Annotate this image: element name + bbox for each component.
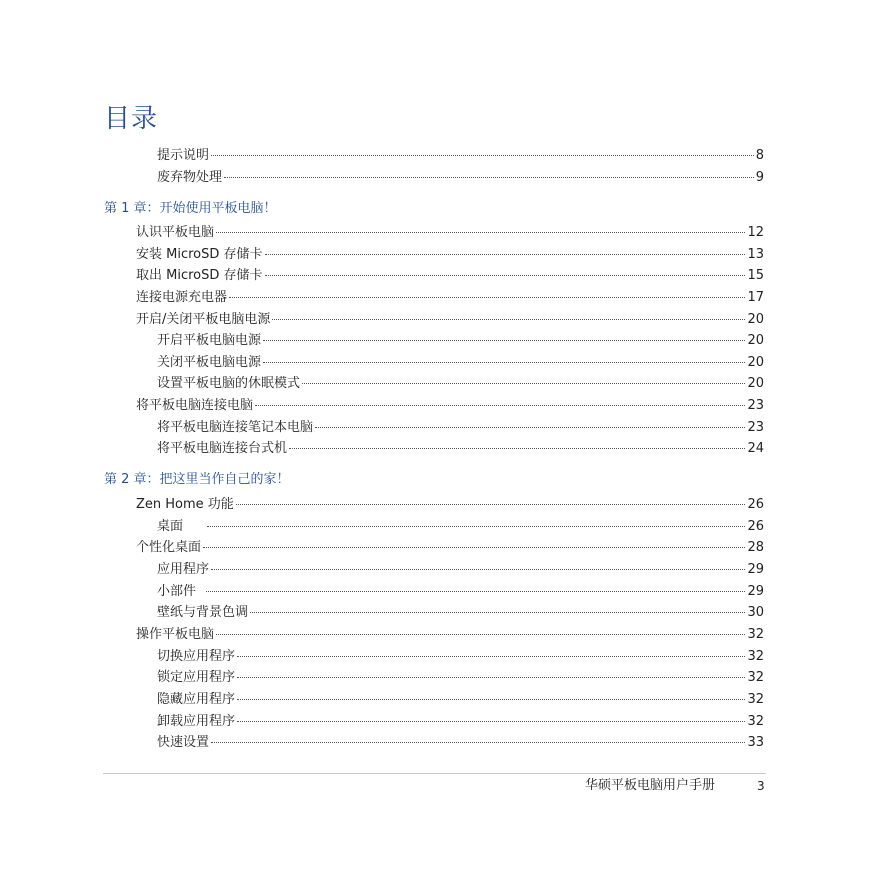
toc-entry-page: 9 [755,170,764,185]
dot-leader [203,547,745,548]
dot-leader [272,319,745,320]
toc-entry-label: 将平板电脑连接台式机 [157,441,288,456]
toc-entry[interactable] [157,169,764,187]
toc-entry-label: 关闭平板电脑电源 [157,355,262,370]
toc-entry-page: 32 [747,714,764,729]
toc-entry-page: 26 [747,519,764,534]
toc-entry[interactable] [157,419,764,437]
dot-leader [216,232,745,233]
toc-entry-page: 29 [747,562,764,577]
toc-entry-label: 操作平板电脑 [136,627,215,642]
dot-leader [265,254,746,255]
toc-entry-label: 应用程序 [157,562,210,577]
toc-entry-page: 28 [747,540,764,555]
toc-entry-label: 设置平板电脑的休眠模式 [157,376,301,391]
toc-entry[interactable] [157,332,764,350]
toc-entry[interactable] [157,734,764,752]
toc-entry-label: 小部件 [157,584,197,599]
toc-entry[interactable] [157,354,764,372]
dot-leader [237,699,745,700]
footer-manual-title: 华硕平板电脑用户手册 [585,778,716,793]
toc-entry[interactable] [157,375,764,393]
dot-leader [216,634,745,635]
toc-entry[interactable] [157,648,764,666]
toc-entry-page: 29 [747,584,764,599]
toc-entry[interactable] [157,604,764,622]
toc-entry-page: 20 [747,376,764,391]
toc-entry-page: 20 [747,333,764,348]
dot-leader [206,591,745,592]
toc-entry[interactable] [157,147,764,165]
dot-leader [315,427,745,428]
toc-entry[interactable] [136,397,764,415]
toc-entry-page: 23 [747,420,764,435]
page-title: 目录 [104,104,159,134]
toc-entry-page: 20 [747,312,764,327]
dot-leader [250,612,745,613]
toc-entry-page: 8 [755,148,764,163]
toc-entry[interactable] [157,691,764,709]
toc-entry-page: 24 [747,441,764,456]
toc-entry-label: 认识平板电脑 [136,225,215,240]
toc-entry-page: 23 [747,398,764,413]
toc-entry-label: 快速设置 [157,735,210,750]
dot-leader [224,177,754,178]
toc-entry-label: 隐藏应用程序 [157,692,236,707]
toc-entry-page: 12 [747,225,764,240]
toc-entry-label: 将平板电脑连接笔记本电脑 [157,420,314,435]
toc-entry[interactable] [157,440,764,458]
dot-leader [255,405,745,406]
dot-leader [211,155,754,156]
toc-entry[interactable] [157,518,764,536]
dot-leader [289,448,745,449]
toc-entry-label: 连接电源充电器 [136,290,228,305]
toc-entry-label: 将平板电脑连接电脑 [136,398,254,413]
toc-entry[interactable] [136,311,764,329]
dot-leader [263,362,745,363]
toc-entry-label: 废弃物处理 [157,170,223,185]
dot-leader [237,677,745,678]
toc-entry-page: 32 [747,627,764,642]
toc-entry[interactable] [157,561,764,579]
toc-entry[interactable] [136,626,764,644]
toc-entry-label: 开启/关闭平板电脑电源 [136,312,271,327]
toc-entry-label: 取出 MicroSD 存储卡 [136,268,263,283]
toc-entry-page: 15 [747,268,764,283]
toc-entry-label: 提示说明 [157,148,210,163]
dot-leader [211,569,745,570]
toc-entry[interactable] [157,583,764,601]
chapter-1-heading[interactable]: 第 1 章：开始使用平板电脑！ [104,201,277,216]
toc-entry-page: 20 [747,355,764,370]
toc-entry-label: 卸载应用程序 [157,714,236,729]
toc-entry-page: 30 [747,605,764,620]
footer-page-number: 3 [757,779,765,793]
dot-leader [211,742,745,743]
toc-entry-page: 32 [747,692,764,707]
toc-entry-page: 13 [747,247,764,262]
footer-divider [103,773,766,774]
toc-entry-label: 个性化桌面 [136,540,202,555]
toc-entry-page: 32 [747,670,764,685]
toc-entry-page: 26 [747,497,764,512]
toc-entry-label: 桌面 [157,519,184,534]
toc-entry[interactable] [136,496,764,514]
toc-entry-label: 切换应用程序 [157,649,236,664]
toc-entry-label: Zen Home 功能 [136,497,234,512]
toc-entry-page: 33 [747,735,764,750]
toc-entry[interactable] [157,713,764,731]
dot-leader [302,383,745,384]
dot-leader [207,526,745,527]
dot-leader [237,656,745,657]
dot-leader [263,340,745,341]
dot-leader [236,504,746,505]
toc-entry[interactable] [136,539,764,557]
toc-entry-page: 32 [747,649,764,664]
toc-entry-page: 17 [747,290,764,305]
toc-entry[interactable] [157,669,764,687]
toc-entry-label: 开启平板电脑电源 [157,333,262,348]
chapter-2-heading[interactable]: 第 2 章：把这里当作自己的家！ [104,472,290,487]
toc-entry[interactable] [136,267,764,285]
dot-leader [265,275,746,276]
toc-entry[interactable] [136,246,764,264]
toc-entry[interactable] [136,224,764,242]
toc-entry-label: 壁纸与背景色调 [157,605,249,620]
dot-leader [229,297,745,298]
toc-entry[interactable] [136,289,764,307]
dot-leader [237,721,745,722]
toc-entry-label: 安装 MicroSD 存储卡 [136,247,263,262]
toc-entry-label: 锁定应用程序 [157,670,236,685]
